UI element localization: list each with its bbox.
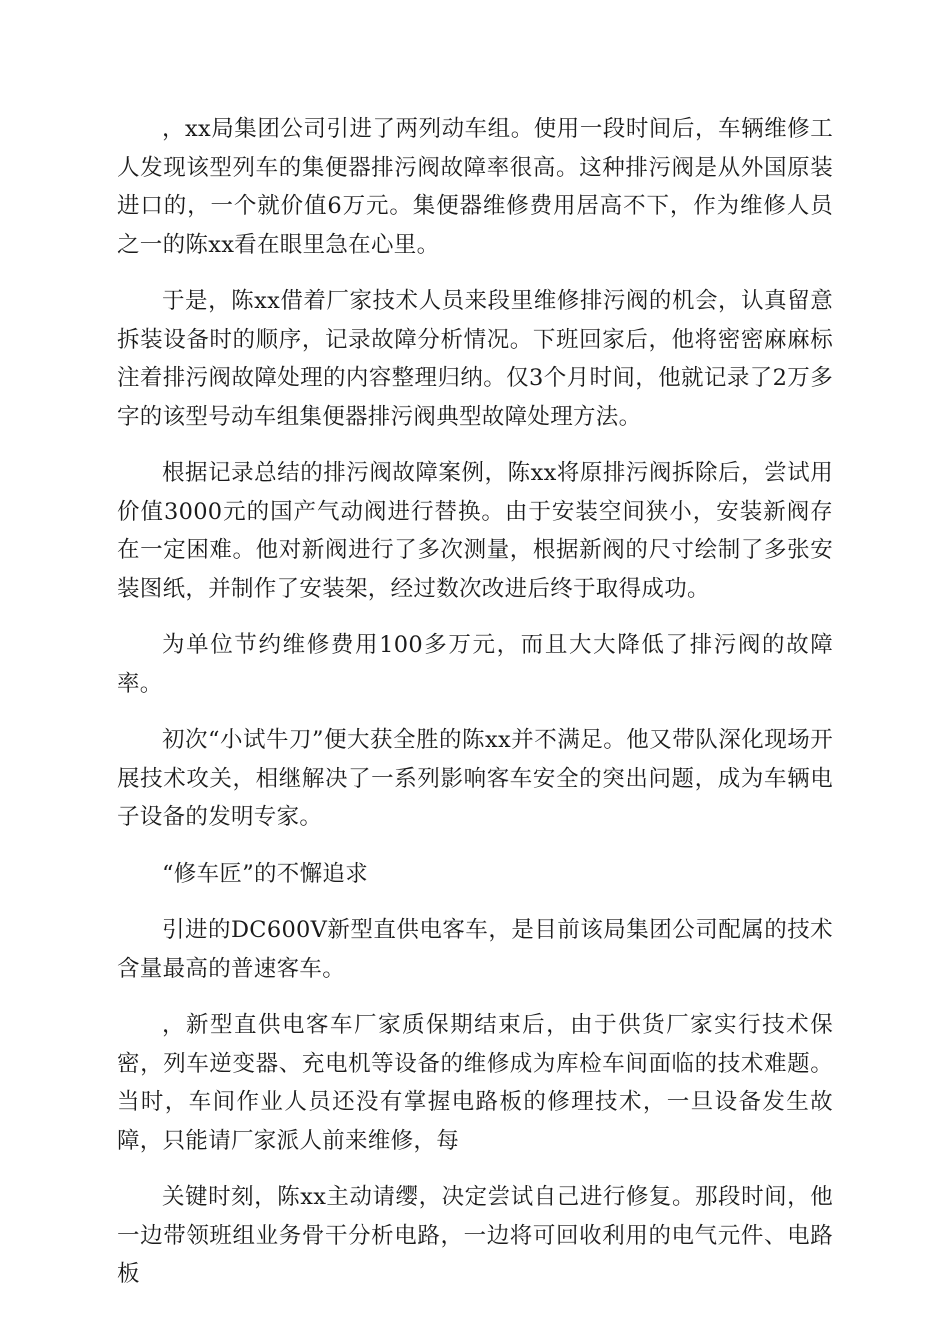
paragraph-savings: 为单位节约维修费用100多万元，而且大大降低了排污阀的故障率。 <box>117 632 833 697</box>
document-body <box>117 110 833 1312</box>
paragraph-dc600v: 引进的DC600V新型直供电客车，是目前该局集团公司配属的技术含量最高的普速客车。 <box>117 917 833 982</box>
paragraph-key-moment: 关键时刻，陈xx主动请缨，决定尝试自己进行修复。那段时间，他一边带领班组业务骨干分析电路，一边将可回收利用的电气元件、电路板 <box>117 1184 833 1287</box>
paragraph-first-success: 初次“小试牛刀”便大获全胜的陈xx并不满足。他又带队深化现场开展技术攻关，相继解决了一系列影响客车安全的突出问题，成为车辆电子设备的发明专家。 <box>117 727 833 830</box>
paragraph-warranty: ，新型直供电客车厂家质保期结束后，由于供货厂家实行技术保密，列车逆变器、充电机等设备的维修成为库检车间面临的技术难题。当时，车间作业人员还没有掌握电路板的修理技术，一旦设备发生故障，只能请厂家派人前来维修，每 <box>117 1012 833 1154</box>
section-heading: “修车匠”的不懈追求 <box>162 860 369 887</box>
paragraph-replacement: 根据记录总结的排污阀故障案例，陈xx将原排污阀拆除后，尝试用价值3000元的国产气动阀进行替换。由于安装空间狭小，安装新阀存在一定困难。他对新阀进行了多次测量，根据新阀的尺寸绘制了多张安装图纸，并制作了安装架，经过数次改进后终于取得成功。 <box>117 460 833 602</box>
paragraph-introduction: ，xx局集团公司引进了两列动车组。使用一段时间后，车辆维修工人发现该型列车的集便器排污阀故障率很高。这种排污阀是从外国原装进口的，一个就价值6万元。集便器维修费用居高不下，作为维修人员之一的陈xx看在眼里急在心里。 <box>117 116 833 258</box>
paragraph-recording: 于是，陈xx借着厂家技术人员来段里维修排污阀的机会，认真留意拆装设备时的顺序，记录故障分析情况。下班回家后，他将密密麻麻标注着排污阀故障处理的内容整理归纳。仅3个月时间，他就记录了2万多字的该型号动车组集便器排污阀典型故障处理方法。 <box>117 288 833 430</box>
